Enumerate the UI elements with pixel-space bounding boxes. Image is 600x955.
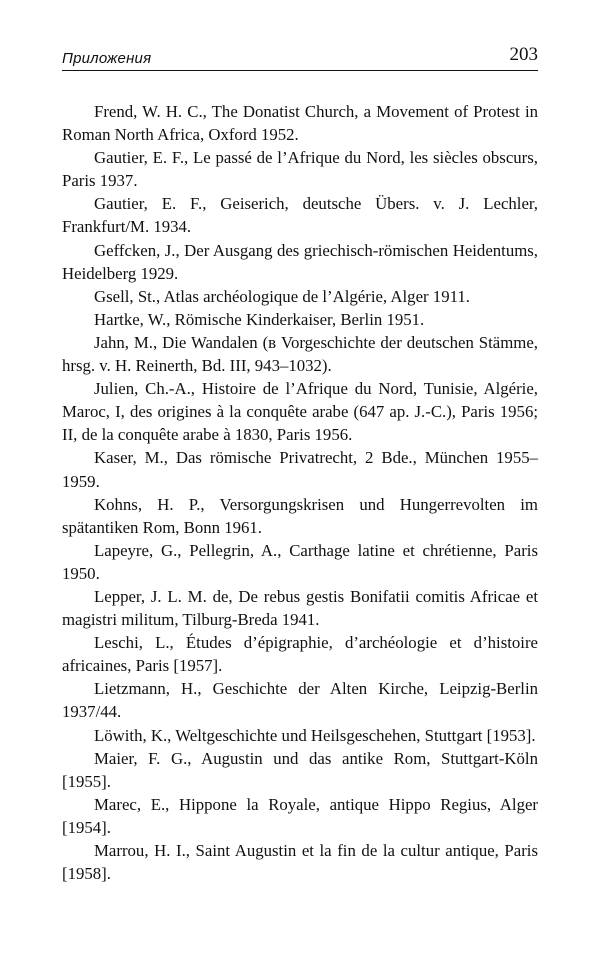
bibliography-entry-frend: Frend, W. H. C., The Donatist Church, a Movement of Protest in Roman North Africa, Oxford 1952. xyxy=(62,102,538,145)
bibliography-entry-kaser: Kaser, M., Das römische Privatrecht, 2 Bde., München 1955–1959. xyxy=(62,448,538,491)
bibliography-entry-julien: Julien, Ch.-A., Histoire de l’Afrique du Nord, Tunisie, Algérie, Maroc, I, des origines à la conquête arabe (647 ap. J.-C.), Paris 1956; II, de la conquête arabe à 1830, Paris 1956. xyxy=(62,379,538,445)
bibliography-entry-gsell: Gsell, St., Atlas archéologique de l’Algérie, Alger 1911. xyxy=(94,286,470,306)
bibliography-entry-lapeyre: Lapeyre, G., Pellegrin, A., Carthage latine et chrétienne, Paris 1950. xyxy=(62,540,538,583)
bibliography-entry-geffcken: Geffcken, J., Der Ausgang des griechisch-römischen Heidentums, Heidelberg 1929. xyxy=(62,240,538,283)
bibliography-entry-hartke: Hartke, W., Römische Kinderkaiser, Berlin 1951. xyxy=(94,309,425,329)
bibliography-entry-leschi: Leschi, L., Études d’épigraphie, d’archéologie et d’histoire africaines, Paris [1957]. xyxy=(62,633,538,676)
bibliography-entry-lowith: Löwith, K., Weltgeschichte und Heilsgeschehen, Stuttgart [1953]. xyxy=(94,725,536,745)
bibliography-entry-lepper: Lepper, J. L. M. de, De rebus gestis Bonifatii comitis Africae et magistri militum, Tilburg-Breda 1941. xyxy=(62,586,538,630)
bibliography-entry-gautier-geiserich: Gautier, E. F., Geiserich, deutsche Übers. v. J. Lechler, Frankfurt/M. 1934. xyxy=(62,194,538,237)
page-number: 203 xyxy=(509,44,538,65)
running-title: Приложения xyxy=(62,50,152,67)
bibliography-list xyxy=(62,100,538,885)
bibliography-entry-maier: Maier, F. G., Augustin und das antike Rom, Stuttgart-Köln [1955]. xyxy=(62,748,538,791)
bibliography-entry-jahn: Jahn, M., Die Wandalen (в Vorgeschichte der deutschen Stämme, hrsg. v. H. Reinerth, Bd. III, 943–1032). xyxy=(62,332,538,376)
bibliography-entry-lietzmann: Lietzmann, H., Geschichte der Alten Kirche, Leipzig-Berlin 1937/44. xyxy=(62,679,538,722)
running-header xyxy=(62,44,538,71)
bibliography-entry-marec: Marec, E., Hippone la Royale, antique Hippo Regius, Alger [1954]. xyxy=(62,794,538,837)
bibliography-entry-gautier-passe: Gautier, E. F., Le passé de l’Afrique du Nord, les siècles obscurs, Paris 1937. xyxy=(62,148,538,191)
bibliography-entry-marrou: Marrou, H. I., Saint Augustin et la fin de la cultur antique, Paris [1958]. xyxy=(62,841,538,884)
bibliography-entry-kohns: Kohns, H. P., Versorgungskrisen und Hungerrevolten im spätantiken Rom, Bonn 1961. xyxy=(62,494,538,537)
